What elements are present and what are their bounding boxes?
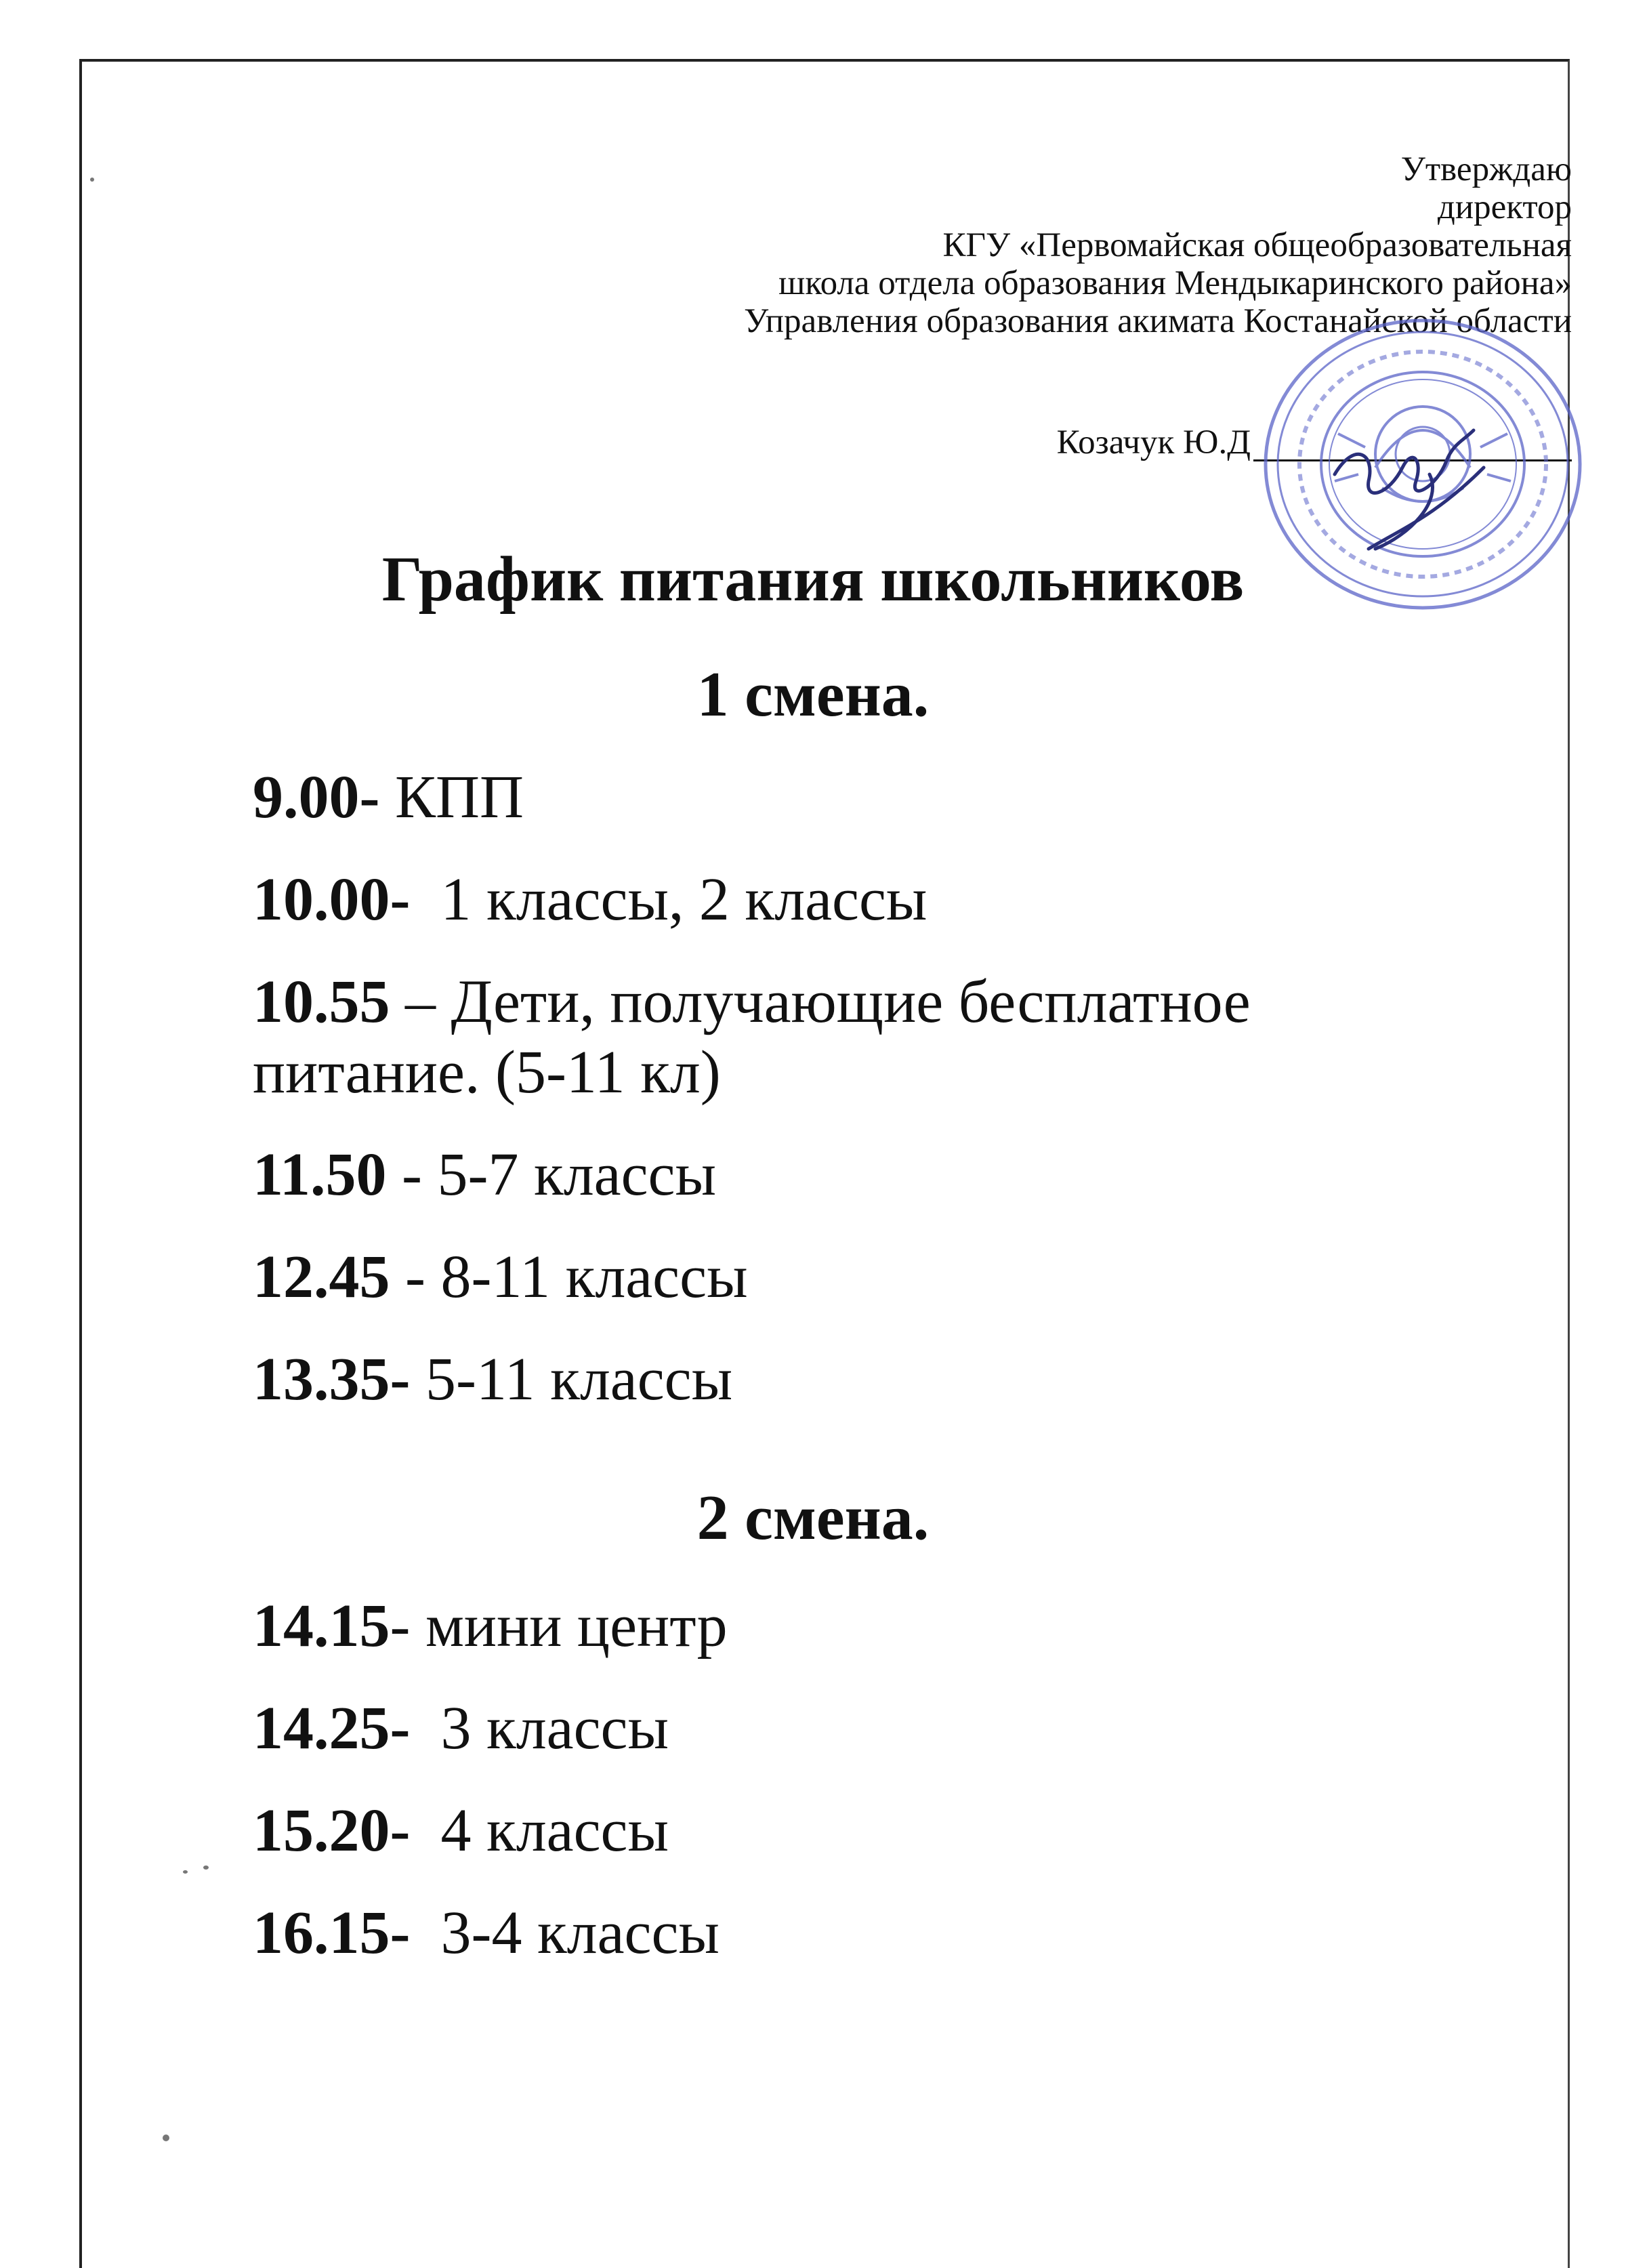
schedule-time: 13.35- <box>253 1346 411 1413</box>
schedule-item <box>253 1898 728 1968</box>
signatory-name: Козачук Ю.Д <box>1056 424 1251 461</box>
schedule-group: 5-11 классы <box>410 1346 733 1413</box>
schedule-time: 15.20- <box>253 1797 411 1864</box>
shift-2-schedule <box>253 1591 728 2000</box>
scan-speck <box>183 1870 188 1874</box>
schedule-group: – Дети, получающие бесплатное <box>390 968 1251 1035</box>
schedule-item <box>253 865 1251 935</box>
schedule-group: - 8-11 классы <box>390 1243 748 1311</box>
schedule-item <box>253 762 1251 833</box>
schedule-item <box>253 1242 1251 1313</box>
schedule-group: - 5-7 классы <box>386 1141 716 1208</box>
approval-line-approve: Утверждаю <box>1400 150 1572 188</box>
schedule-item <box>253 1140 1251 1210</box>
schedule-item <box>253 1344 1251 1415</box>
schedule-time: 11.50 <box>253 1141 387 1208</box>
schedule-time: 9.00- <box>253 764 380 831</box>
schedule-time: 14.25- <box>253 1695 411 1762</box>
schedule-group: 1 классы, 2 классы <box>410 866 927 933</box>
schedule-group: 3 классы <box>410 1695 669 1762</box>
scan-speck <box>163 2135 169 2141</box>
schedule-item <box>253 1591 728 1662</box>
schedule-time: 10.55 <box>253 968 390 1035</box>
schedule-time: 12.45 <box>253 1243 390 1311</box>
scan-speck <box>203 1865 209 1870</box>
schedule-item <box>253 967 1251 1108</box>
document-title: График питания школьников <box>381 544 1245 615</box>
shift-1-schedule <box>253 762 1251 1447</box>
schedule-item <box>253 1693 728 1764</box>
schedule-item <box>253 1796 728 1866</box>
schedule-group: КПП <box>379 764 524 831</box>
schedule-time: 14.15 <box>253 1592 390 1659</box>
schedule-group: 4 классы <box>410 1797 669 1864</box>
approval-line-organization: КГУ «Первомайская общеобразовательная <box>942 226 1572 264</box>
schedule-group: 3-4 классы <box>410 1899 720 1966</box>
schedule-time: 10.00- <box>253 866 411 933</box>
schedule-group-continued: питание. (5-11 кл) <box>253 1039 721 1106</box>
scan-speck <box>90 178 94 182</box>
approval-line-position: директор <box>1437 188 1572 226</box>
approval-line-department: Управления образования акимата Костанайской области <box>744 302 1572 340</box>
approval-line-school: школа отдела образования Мендыкаринского района» <box>778 264 1572 302</box>
schedule-time: 16.15- <box>253 1899 411 1966</box>
shift-1-heading: 1 смена. <box>696 659 930 730</box>
schedule-group: - мини центр <box>390 1592 728 1659</box>
shift-2-heading: 2 смена. <box>696 1483 930 1553</box>
